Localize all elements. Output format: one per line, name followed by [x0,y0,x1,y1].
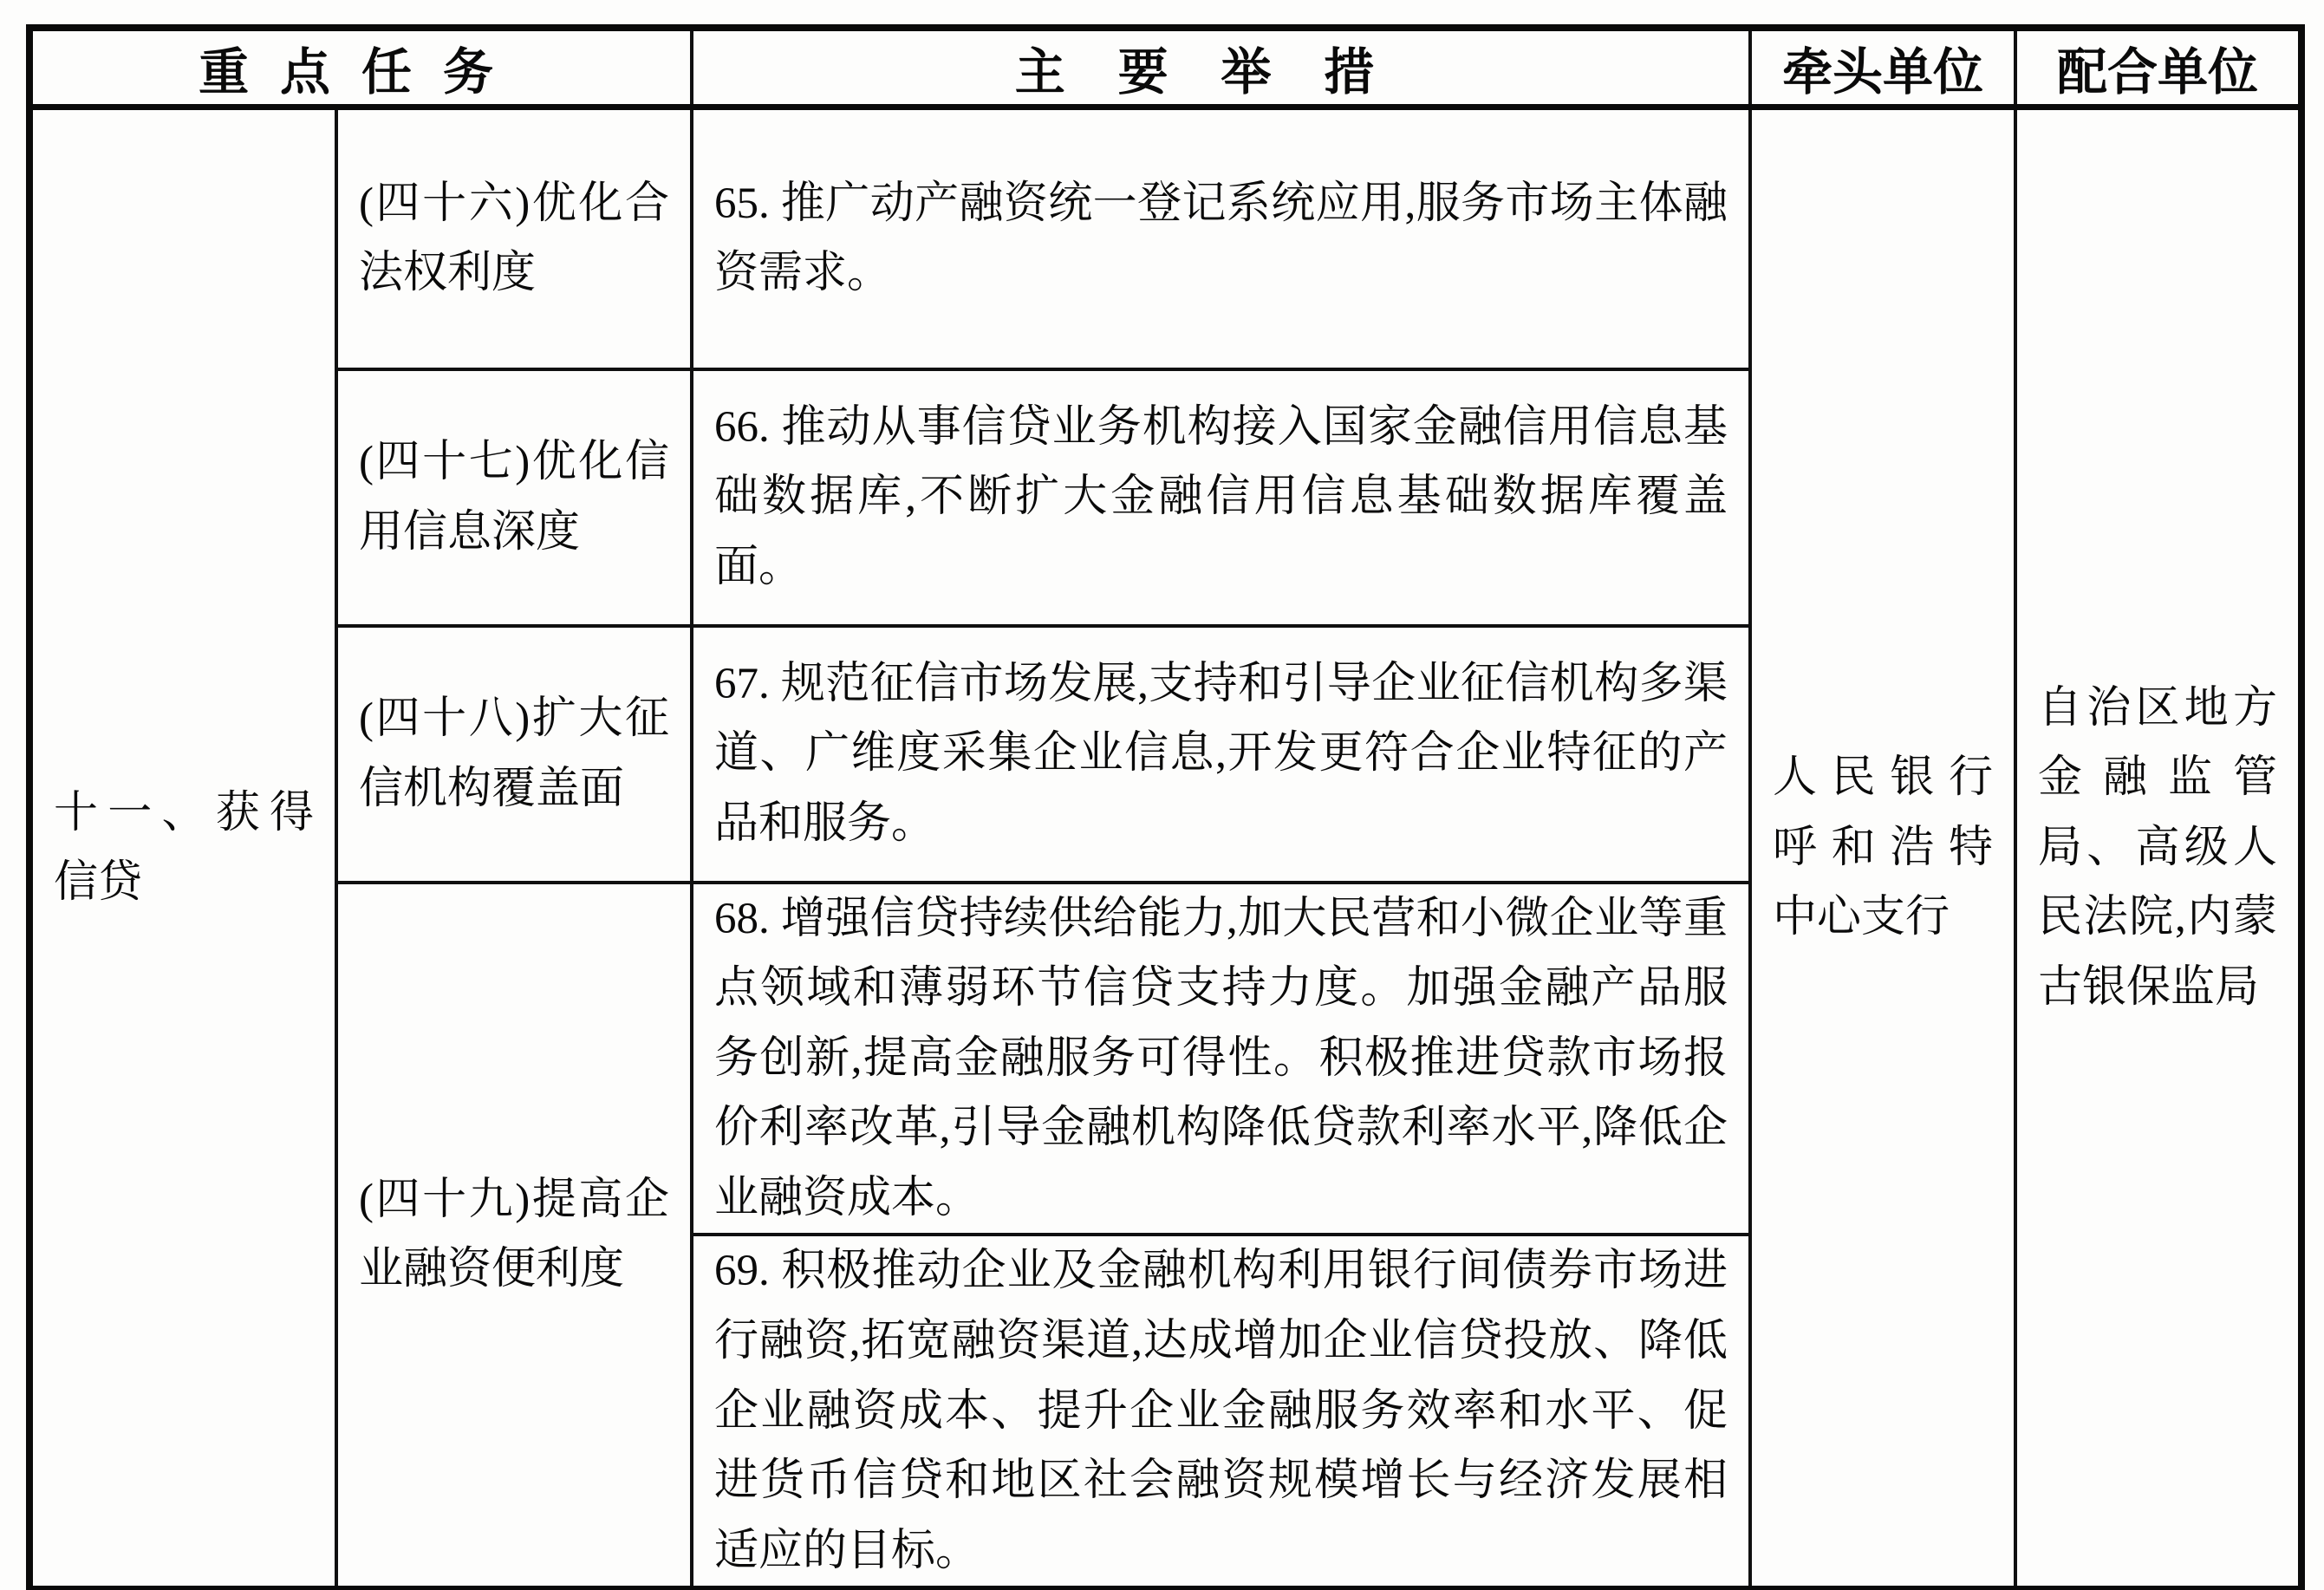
cell-measure-66: 66. 推动从事信贷业务机构接入国家金融信用信息基础数据库,不断扩大金融信用信息基础数据库覆盖面。 [692,369,1750,626]
cell-section-title: 十一、获得信贷 [29,108,336,1590]
cell-task-47: (四十七)优化信用信息深度 [336,369,692,626]
cell-measure-68: 68. 增强信贷持续供给能力,加大民营和小微企业等重点领域和薄弱环节信贷支持力度。加强金融产品服务创新,提高金融服务可得性。积极推进贷款市场报价利率改革,引导金融机构降低贷款利率水平,降低企业融资成本。 [692,883,1750,1235]
header-coop-unit: 配合单位 [2015,28,2301,108]
cell-lead-unit: 人民银行呼和浩特中心支行 [1750,108,2015,1590]
cell-measure-67: 67. 规范征信市场发展,支持和引导企业征信机构多渠道、广维度采集企业信息,开发更符合企业特征的产品和服务。 [692,626,1750,883]
cell-task-48: (四十八)扩大征信机构覆盖面 [336,626,692,883]
task-measures-table [26,24,2305,1590]
header-key-tasks: 重点任务 [29,28,692,108]
header-row [29,28,2301,108]
header-main-measures: 主要举措 [692,28,1750,108]
table-row [29,108,2301,369]
cell-coop-unit: 自治区地方金融监管局、高级人民法院,内蒙古银保监局 [2015,108,2301,1590]
cell-task-49: (四十九)提高企业融资便利度 [336,883,692,1590]
header-lead-unit: 牵头单位 [1750,28,2015,108]
cell-measure-65: 65. 推广动产融资统一登记系统应用,服务市场主体融资需求。 [692,108,1750,369]
cell-task-46: (四十六)优化合法权利度 [336,108,692,369]
cell-measure-69: 69. 积极推动企业及金融机构利用银行间债券市场进行融资,拓宽融资渠道,达成增加企业信贷投放、降低企业融资成本、提升企业金融服务效率和水平、促进货币信贷和地区社会融资规模增长与经济发展相适应的目标。 [692,1235,1750,1589]
